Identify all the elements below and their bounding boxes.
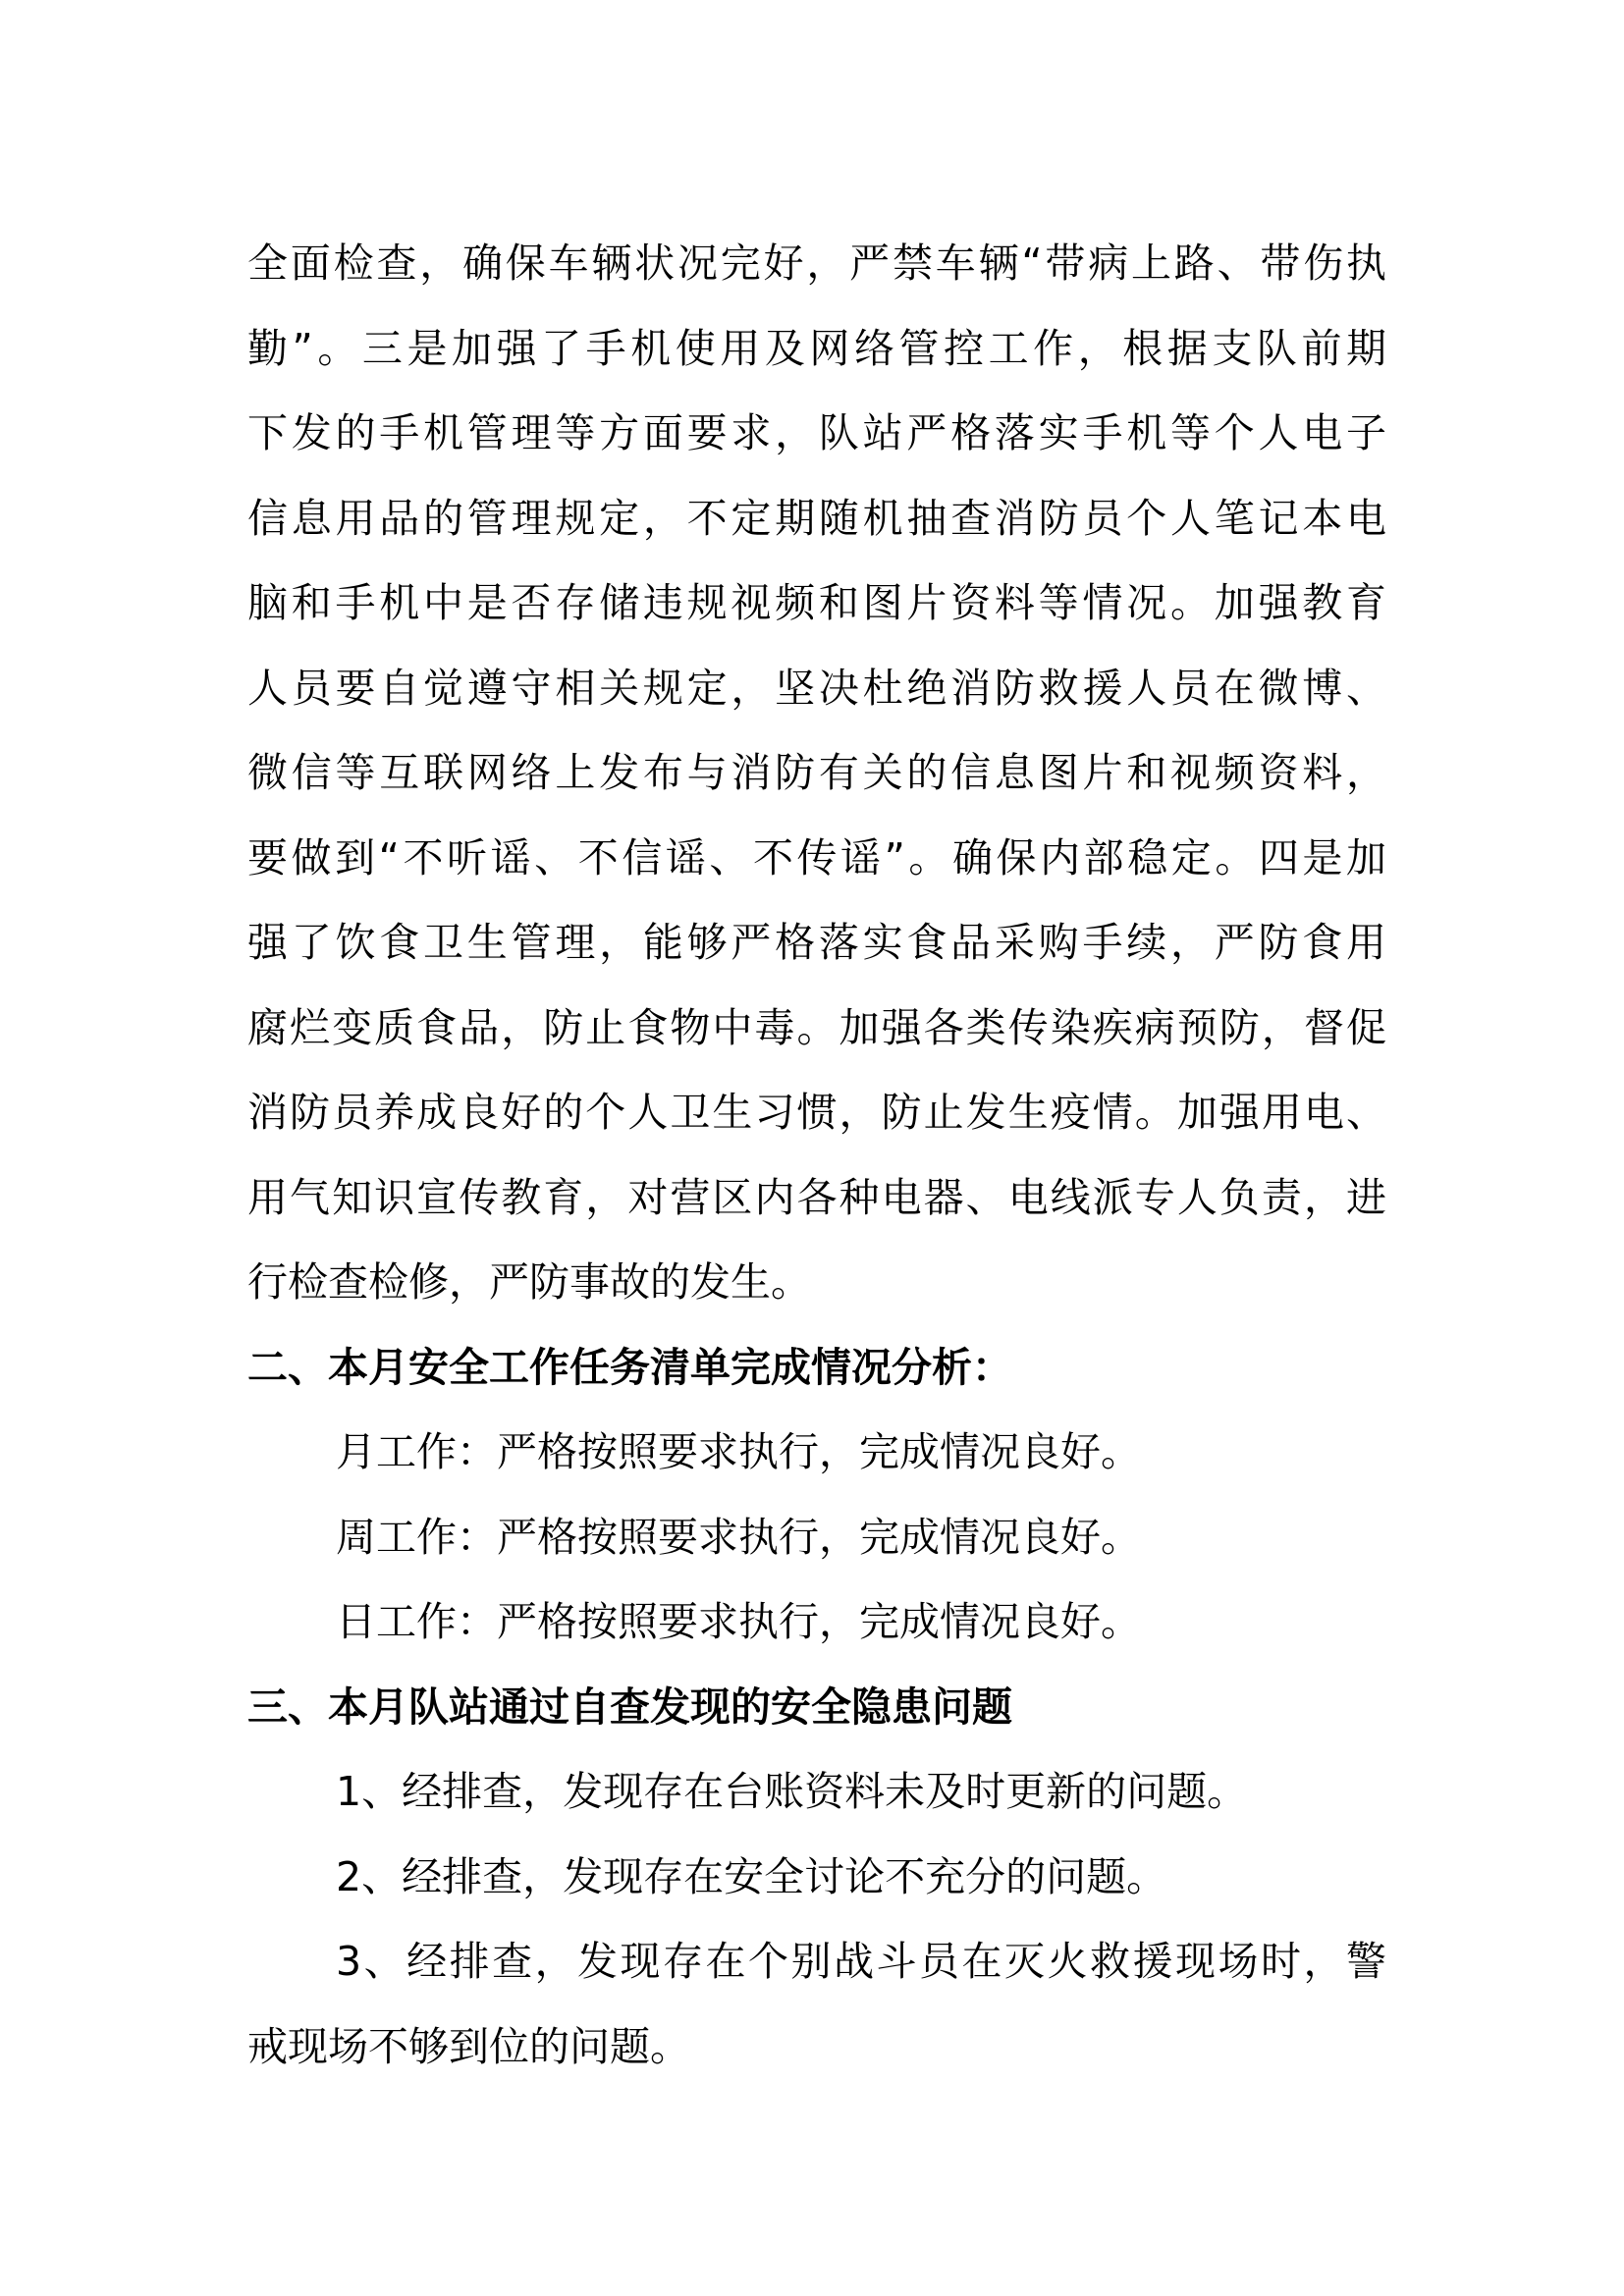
task-item: 周工作：严格按照要求执行，完成情况良好。 [336, 1513, 1141, 1561]
paragraph-line: 微信等互联网络上发布与消防有关的信息图片和视频资料， [247, 749, 1386, 796]
paragraph-line: 人员要自觉遵守相关规定，坚决杜绝消防救援人员在微博、 [247, 664, 1386, 712]
paragraph-line: 腐烂变质食品，防止食物中毒。加强各类传染疾病预防，督促 [247, 1003, 1386, 1051]
document-page [247, 221, 1386, 2089]
task-item: 日工作：严格按照要求执行，完成情况良好。 [336, 1598, 1141, 1645]
issue-item: 1、经排查，发现存在台账资料未及时更新的问题。 [336, 1768, 1248, 1815]
section-heading: 二、本月安全工作任务清单完成情况分析： [247, 1343, 1012, 1391]
paragraph-line: 脑和手机中是否存储违规视频和图片资料等情况。加强教育 [247, 579, 1386, 626]
issue-item: 3、经排查，发现存在个别战斗员在灭火救援现场时，警 [336, 1938, 1386, 1985]
task-item: 月工作：严格按照要求执行，完成情况良好。 [336, 1428, 1141, 1475]
paragraph-line: 全面检查，确保车辆状况完好，严禁车辆“带病上路、带伤执 [247, 240, 1386, 287]
paragraph-line: 勤”。三是加强了手机使用及网络管控工作，根据支队前期 [247, 324, 1386, 372]
paragraph-line: 要做到“不听谣、不信谣、不传谣”。确保内部稳定。四是加 [247, 833, 1386, 881]
section-heading: 三、本月队站通过自查发现的安全隐患问题 [247, 1682, 1012, 1731]
paragraph-line: 下发的手机管理等方面要求，队站严格落实手机等个人电子 [247, 409, 1386, 456]
paragraph-line: 强了饮食卫生管理，能够严格落实食品采购手续，严防食用 [247, 919, 1386, 966]
issue-item: 2、经排查，发现存在安全讨论不充分的问题。 [336, 1852, 1167, 1900]
issue-item-continuation: 戒现场不够到位的问题。 [247, 2022, 690, 2070]
paragraph-line: 信息用品的管理规定，不定期随机抽查消防员个人笔记本电 [247, 494, 1386, 542]
paragraph-line: 用气知识宣传教育，对营区内各种电器、电线派专人负责，进 [247, 1173, 1386, 1221]
paragraph-line: 行检查检修，严防事故的发生。 [247, 1258, 811, 1306]
paragraph-line: 消防员养成良好的个人卫生习惯，防止发生疫情。加强用电、 [247, 1089, 1386, 1136]
